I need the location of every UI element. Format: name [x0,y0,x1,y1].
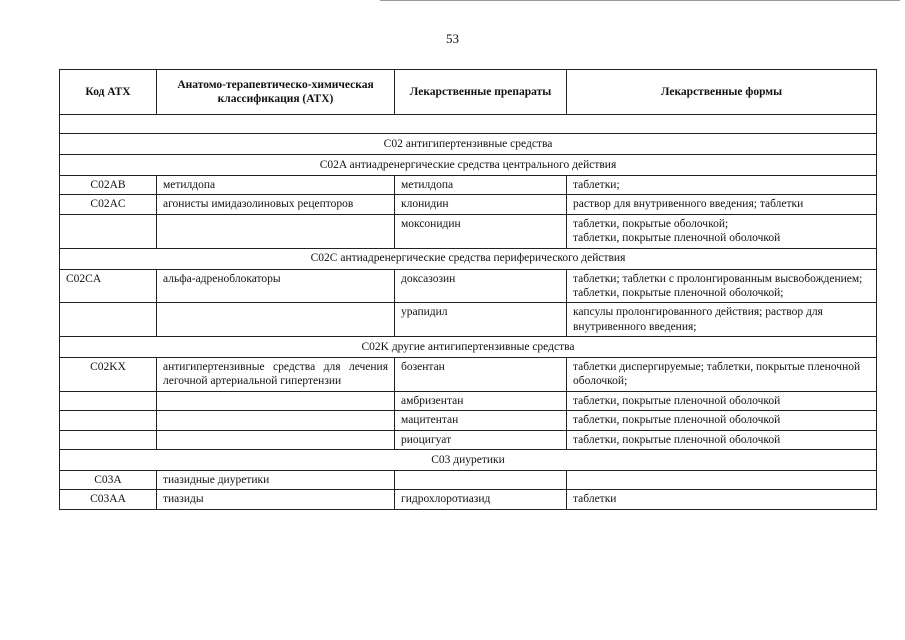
drug-cell: амбризентан [395,391,567,410]
header-code: Код АТХ [60,70,157,115]
table-row [60,430,877,449]
table-body [60,134,877,510]
drug-cell: риоцигуат [395,430,567,449]
forms-cell: таблетки диспергируемые; таблетки, покрытые пленочной оболочкой; [567,358,877,392]
section-row [60,248,877,269]
code-cell [60,391,157,410]
page-number: 53 [446,31,459,46]
forms-cell: таблетки, покрытые пленочной оболочкой [567,411,877,430]
code-cell [60,411,157,430]
code-cell: C03A [60,470,157,489]
section-title: C02K другие антигипертензивные средства [60,337,877,358]
section-row [60,155,877,176]
classification-cell: тиазиды [157,490,395,509]
forms-cell: капсулы пролонгированного действия; раствор для внутривенного введения; [567,303,877,337]
section-title: C03 диуретики [60,449,877,470]
drug-cell: клонидин [395,195,567,214]
classification-cell: метилдопа [157,176,395,195]
header-classification: Анатомо-терапевтическо-химическая классификация (АТХ) [157,70,395,115]
forms-cell: раствор для внутривенного введения; таблетки [567,195,877,214]
drug-cell: метилдопа [395,176,567,195]
section-row [60,449,877,470]
forms-cell: таблетки; таблетки с пролонгированным высвобождением; таблетки, покрытые пленочной оболочкой; [567,269,877,303]
spacer-cell [60,115,877,134]
classification-cell: тиазидные диуретики [157,470,395,489]
table-row [60,358,877,392]
table-spacer-row [60,115,877,134]
drug-classification-table [59,69,877,510]
table-row [60,176,877,195]
drug-cell: бозентан [395,358,567,392]
forms-cell [567,470,877,489]
classification-cell [157,411,395,430]
code-cell: C03AA [60,490,157,509]
classification-cell [157,430,395,449]
table-header-row [60,70,877,115]
drug-cell: урапидил [395,303,567,337]
table-row [60,391,877,410]
classification-cell [157,214,395,248]
code-cell: C02CA [60,269,157,303]
drug-cell: моксонидин [395,214,567,248]
header-forms: Лекарственные формы [567,70,877,115]
table-row [60,214,877,248]
classification-cell [157,303,395,337]
table-row [60,195,877,214]
drug-cell [395,470,567,489]
classification-cell: агонисты имидазолиновых рецепторов [157,195,395,214]
table-row [60,303,877,337]
table-row [60,470,877,489]
forms-cell: таблетки [567,490,877,509]
forms-cell: таблетки; [567,176,877,195]
classification-cell: альфа-адреноблокаторы [157,269,395,303]
code-cell: C02AC [60,195,157,214]
code-cell [60,214,157,248]
code-cell [60,303,157,337]
code-cell [60,430,157,449]
forms-cell: таблетки, покрытые оболочкой; таблетки, покрытые пленочной оболочкой [567,214,877,248]
forms-cell: таблетки, покрытые пленочной оболочкой [567,430,877,449]
top-rule [380,0,900,1]
drug-cell: гидрохлоротиазид [395,490,567,509]
section-title: C02A антиадренергические средства центрального действия [60,155,877,176]
section-title: C02 антигипертензивные средства [60,134,877,155]
section-title: C02C антиадренергические средства периферического действия [60,248,877,269]
drug-cell: доксазозин [395,269,567,303]
table-row [60,490,877,509]
forms-cell: таблетки, покрытые пленочной оболочкой [567,391,877,410]
table-row [60,411,877,430]
classification-cell: антигипертензивные средства для лечения легочной артериальной гипертензии [157,358,395,392]
section-row [60,337,877,358]
code-cell: C02KX [60,358,157,392]
header-drugs: Лекарственные препараты [395,70,567,115]
drug-cell: мацитентан [395,411,567,430]
section-row [60,134,877,155]
table-row [60,269,877,303]
code-cell: C02AB [60,176,157,195]
classification-cell [157,391,395,410]
